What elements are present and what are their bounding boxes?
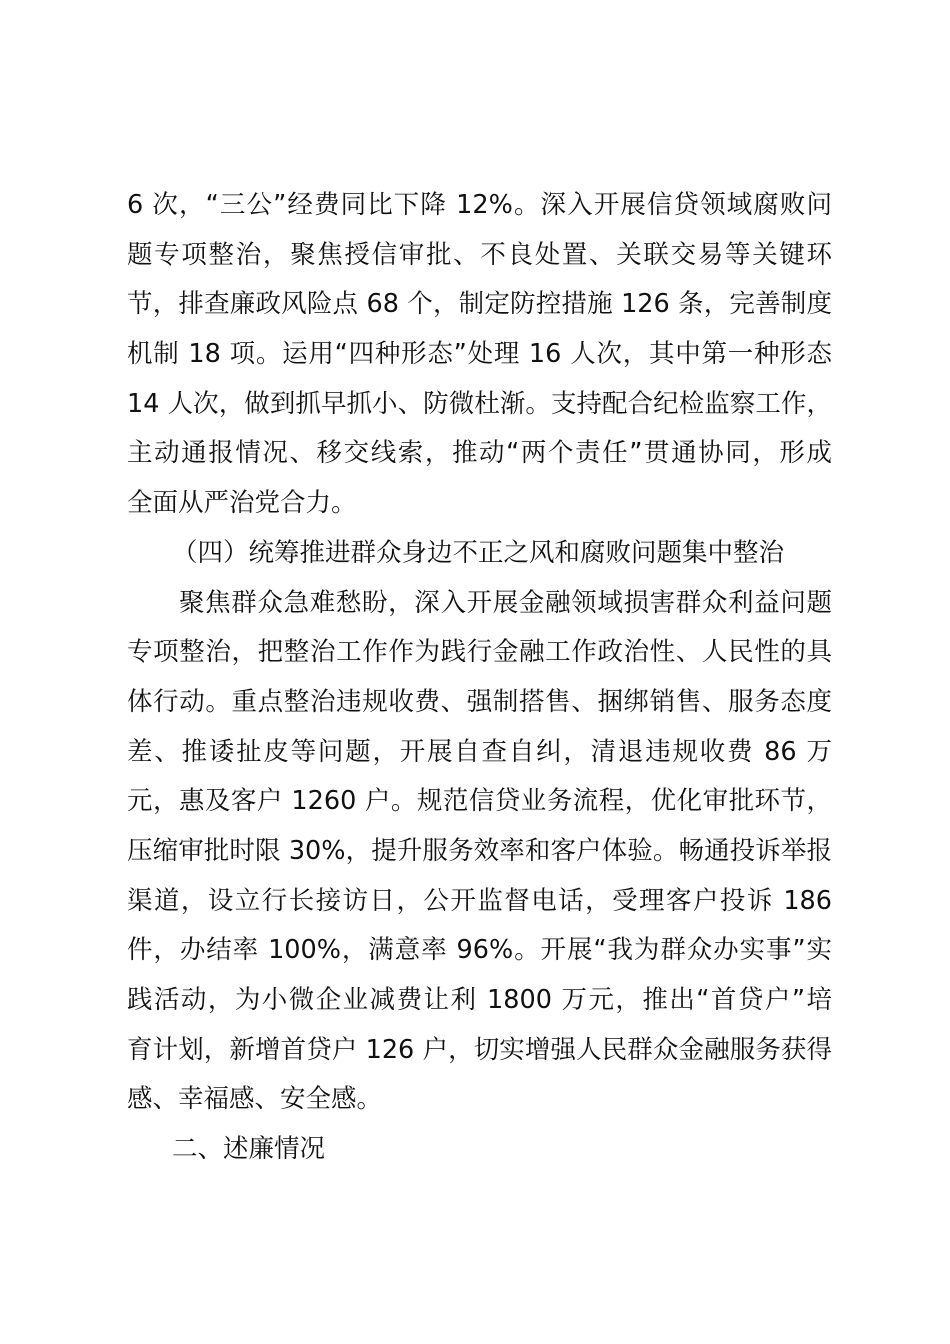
text-line: 题专项整治，聚焦授信审批、不良处置、关联交易等关键环 bbox=[127, 239, 832, 270]
text-line: 节，排查廉政风险点 68 个，制定防控措施 126 条，完善制度 bbox=[127, 289, 832, 320]
text-line: 体行动。重点整治违规收费、强制搭售、捆绑销售、服务态度 bbox=[127, 686, 832, 717]
paragraph-discipline bbox=[127, 181, 832, 529]
text-line: 14 人次，做到抓早抓小、防微杜渐。支持配合纪检监察工作， bbox=[127, 388, 832, 419]
text-line: 差、推诿扯皮等问题，开展自查自纠，清退违规收费 86 万 bbox=[127, 736, 832, 767]
document-page bbox=[127, 181, 832, 1175]
text-line: 聚焦群众急难愁盼，深入开展金融领域损害群众利益问题 bbox=[179, 587, 832, 618]
text-line: 全面从严治党合力。 bbox=[127, 488, 357, 519]
text-line: 压缩审批时限 30%，提升服务效率和客户体验。畅通投诉举报 bbox=[127, 835, 832, 866]
text-line: 件，办结率 100%，满意率 96%。开展“我为群众办实事”实 bbox=[127, 935, 832, 966]
text-line: 践活动，为小微企业减费让利 1800 万元，推出“首贷户”培 bbox=[127, 985, 832, 1015]
paragraph-rectification bbox=[127, 579, 832, 1126]
text-line: 主动通报情况、移交线索，推动“两个责任”贯通协同，形成 bbox=[127, 438, 832, 469]
text-line: 渠道，设立行长接访日，公开监督电话，受理客户投诉 186 bbox=[127, 885, 832, 916]
text-line: 感、幸福感、安全感。 bbox=[127, 1084, 383, 1115]
text-line: 专项整治，把整治工作作为践行金融工作政治性、人民性的具 bbox=[127, 637, 832, 668]
section-heading-2: 二、述廉情况 bbox=[172, 1134, 326, 1165]
text-line: 机制 18 项。运用“四种形态”处理 16 人次，其中第一种形态 bbox=[127, 339, 832, 370]
text-line: 6 次，“三公”经费同比下降 12%。深入开展信贷领域腐败问 bbox=[127, 190, 832, 220]
text-line: 育计划，新增首贷户 126 户，切实增强人民群众金融服务获得 bbox=[127, 1034, 832, 1065]
section-heading-4: （四）统筹推进群众身边不正之风和腐败问题集中整治 bbox=[172, 537, 785, 568]
text-line: 元，惠及客户 1260 户。规范信贷业务流程，优化审批环节， bbox=[127, 786, 832, 817]
